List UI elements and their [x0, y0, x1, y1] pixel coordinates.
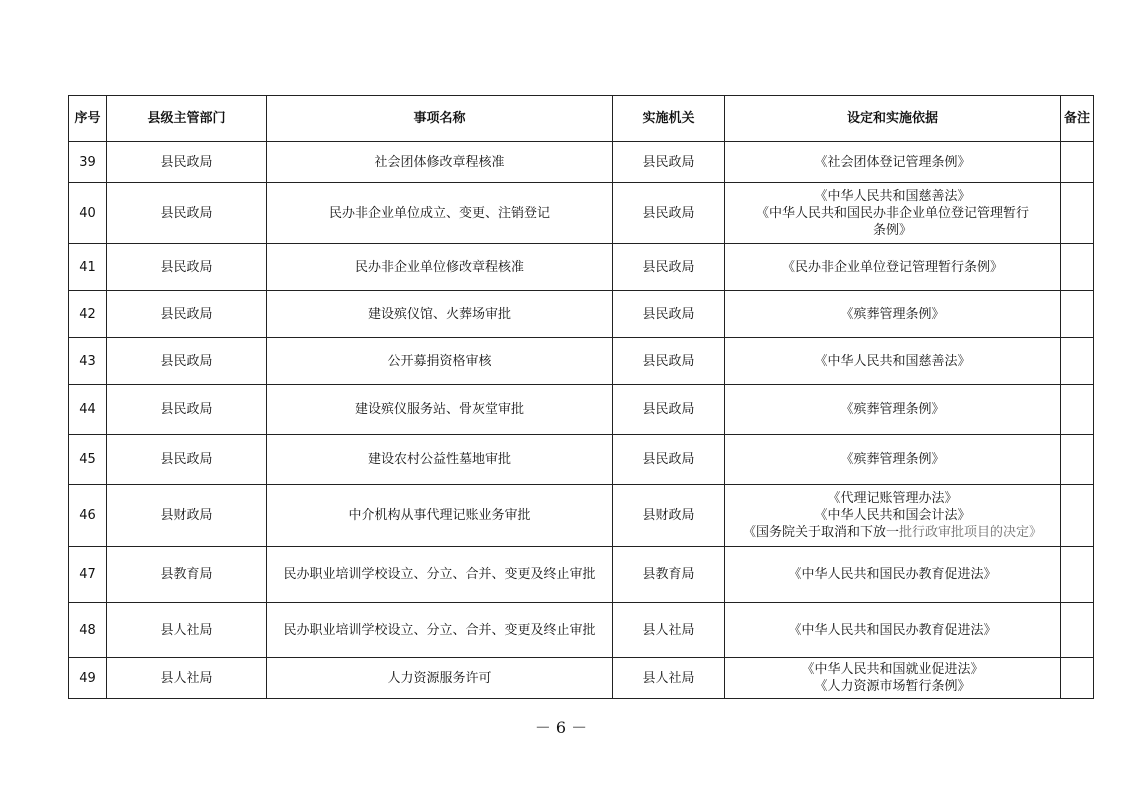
table-row: [69, 142, 1094, 183]
cell-agency: 县民政局: [613, 142, 725, 183]
cell-item: 民办职业培训学校设立、分立、合并、变更及终止审批: [267, 547, 613, 603]
cell-dept: 县财政局: [107, 485, 267, 547]
cell-remark: [1061, 291, 1094, 338]
cell-dept: 县人社局: [107, 658, 267, 699]
cell-dept: 县民政局: [107, 338, 267, 385]
cell-seq: 48: [69, 603, 107, 658]
header-seq: 序号: [69, 96, 107, 142]
table-row: [69, 183, 1094, 244]
cell-item: 中介机构从事代理记账业务审批: [267, 485, 613, 547]
cell-dept: 县民政局: [107, 244, 267, 291]
cell-dept: 县民政局: [107, 183, 267, 244]
cell-agency: 县民政局: [613, 183, 725, 244]
cell-dept: 县教育局: [107, 547, 267, 603]
table-row: [69, 435, 1094, 485]
basis-line: [728, 524, 1057, 541]
header-dept: 县级主管部门: [107, 96, 267, 142]
cell-remark: [1061, 244, 1094, 291]
cell-basis: [725, 244, 1061, 291]
cell-item: 社会团体修改章程核准: [267, 142, 613, 183]
basis-line: 条例》: [872, 222, 912, 238]
cell-seq: 41: [69, 244, 107, 291]
header-item: 事项名称: [267, 96, 613, 142]
cell-seq: 45: [69, 435, 107, 485]
cell-remark: [1061, 658, 1094, 699]
cell-item: 建设农村公益性墓地审批: [267, 435, 613, 485]
cell-seq: 39: [69, 142, 107, 183]
basis-line: 《殡葬管理条例》: [840, 452, 945, 467]
cell-remark: [1061, 142, 1094, 183]
cell-basis: [725, 603, 1061, 658]
cell-seq: 40: [69, 183, 107, 244]
cell-dept: 县人社局: [107, 603, 267, 658]
cell-basis: [725, 435, 1061, 485]
cell-dept: 县民政局: [107, 142, 267, 183]
cell-agency: 县财政局: [613, 485, 725, 547]
basis-line: 《代理记账管理办法》: [827, 491, 958, 506]
cell-seq: 47: [69, 547, 107, 603]
cell-remark: [1061, 603, 1094, 658]
cell-basis: [725, 183, 1061, 244]
cell-agency: 县民政局: [613, 435, 725, 485]
basis-line: 《人力资源市场暂行条例》: [814, 679, 971, 694]
table-row: [69, 385, 1094, 435]
header-remark: 备注: [1061, 96, 1094, 142]
cell-basis: [725, 291, 1061, 338]
table-row: [69, 291, 1094, 338]
cell-agency: 县人社局: [613, 658, 725, 699]
cell-basis: [725, 547, 1061, 603]
header-basis: 设定和实施依据: [725, 96, 1061, 142]
cell-seq: 42: [69, 291, 107, 338]
cell-item: 民办非企业单位修改章程核准: [267, 244, 613, 291]
cell-item: 建设殡仪馆、火葬场审批: [267, 291, 613, 338]
cell-basis: [725, 338, 1061, 385]
basis-line: 《中华人民共和国民办非企业单位登记管理暂行: [755, 205, 1029, 221]
cell-item: 人力资源服务许可: [267, 658, 613, 699]
basis-line-part: 《国务院关于取消和下放一: [742, 525, 899, 540]
cell-seq: 49: [69, 658, 107, 699]
cell-agency: 县民政局: [613, 385, 725, 435]
cell-remark: [1061, 485, 1094, 547]
basis-line: 《殡葬管理条例》: [840, 402, 945, 417]
cell-remark: [1061, 385, 1094, 435]
cell-agency: 县民政局: [613, 244, 725, 291]
basis-line: 《中华人民共和国慈善法》: [814, 188, 971, 204]
cell-agency: 县民政局: [613, 338, 725, 385]
cell-seq: 44: [69, 385, 107, 435]
approval-items-table: [68, 95, 1094, 699]
cell-agency: 县民政局: [613, 291, 725, 338]
cell-agency: 县教育局: [613, 547, 725, 603]
cell-dept: 县民政局: [107, 385, 267, 435]
basis-line: 《中华人民共和国会计法》: [814, 508, 971, 523]
page-number: － 6 －: [534, 718, 588, 737]
cell-dept: 县民政局: [107, 435, 267, 485]
cell-agency: 县人社局: [613, 603, 725, 658]
cell-dept: 县民政局: [107, 291, 267, 338]
table-row: [69, 244, 1094, 291]
basis-line: 《中华人民共和国民办教育促进法》: [788, 567, 997, 582]
table-row: [69, 485, 1094, 547]
table-row: [69, 547, 1094, 603]
basis-line: 《中华人民共和国民办教育促进法》: [788, 622, 997, 638]
basis-line: 《殡葬管理条例》: [840, 306, 945, 322]
cell-basis: [725, 142, 1061, 183]
table-row: [69, 603, 1094, 658]
basis-line: 《社会团体登记管理条例》: [814, 154, 971, 170]
cell-basis: [725, 658, 1061, 699]
cell-seq: 43: [69, 338, 107, 385]
basis-line: 《民办非企业单位登记管理暂行条例》: [781, 259, 1003, 275]
basis-line: 《中华人民共和国就业促进法》: [801, 662, 984, 677]
cell-remark: [1061, 435, 1094, 485]
basis-line: 《中华人民共和国慈善法》: [814, 353, 971, 369]
header-row: [69, 96, 1094, 142]
cell-remark: [1061, 183, 1094, 244]
cell-item: 民办非企业单位成立、变更、注销登记: [267, 183, 613, 244]
basis-line-part-faded: 批行政审批项目的决定》: [899, 525, 1043, 540]
cell-basis: [725, 485, 1061, 547]
cell-remark: [1061, 547, 1094, 603]
cell-item: 公开募捐资格审核: [267, 338, 613, 385]
cell-item: 建设殡仪服务站、骨灰堂审批: [267, 385, 613, 435]
cell-remark: [1061, 338, 1094, 385]
table-row: [69, 338, 1094, 385]
cell-seq: 46: [69, 485, 107, 547]
cell-basis: [725, 385, 1061, 435]
cell-item: 民办职业培训学校设立、分立、合并、变更及终止审批: [267, 603, 613, 658]
table-row: [69, 658, 1094, 699]
header-agency: 实施机关: [613, 96, 725, 142]
